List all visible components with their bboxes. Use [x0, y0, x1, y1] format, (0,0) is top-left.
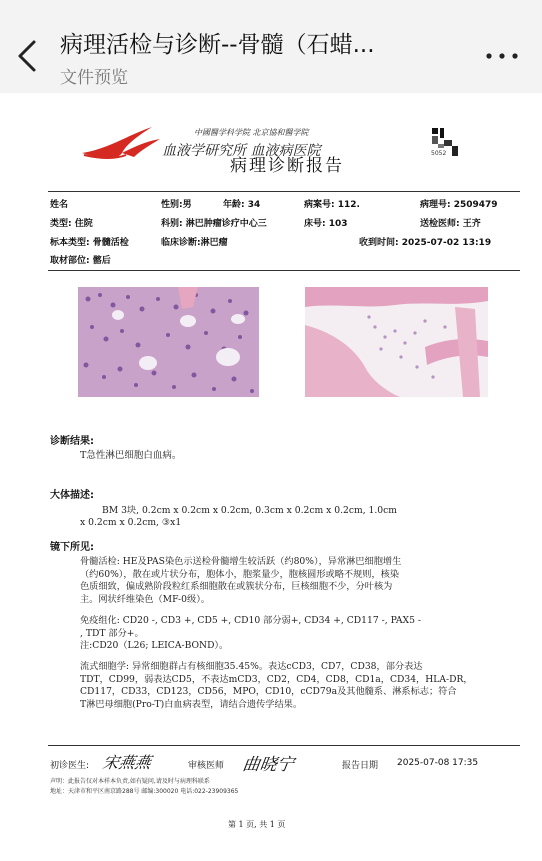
app-header	[0, 0, 542, 93]
gross-line-2: x 0.2cm x 0.2cm, ③x1	[80, 517, 182, 528]
document-subtitle: 文件预览	[60, 68, 128, 88]
field-doctor: 送检医师: 王齐	[420, 219, 481, 229]
histology-image-right	[305, 287, 488, 397]
microscopy-paragraph-2: 免疫组化: CD20 -, CD3 +, CD5 +, CD10 部分弱+, CD34 +, CD117 -, PAX5 - , TDT 部分+。 注:CD20（L26; LEICA-BOND）。	[80, 615, 421, 652]
field-pathology-number: 病理号: 2509479	[420, 200, 498, 210]
report-date-label: 报告日期	[342, 761, 379, 771]
field-site: 取材部位: 髂后	[50, 256, 111, 266]
more-options-icon[interactable]	[484, 50, 520, 62]
field-sex: 性别:男	[161, 200, 192, 210]
report-title: 病理诊断报告	[230, 156, 344, 176]
initial-doctor-label: 初诊医生:	[50, 761, 90, 771]
divider	[48, 745, 520, 746]
address-text: 地址：天津市和平区南京路288号 邮编:300020 电话:022-23909365	[50, 788, 239, 795]
review-doctor-signature: 曲晓宁	[241, 755, 296, 775]
microscopy-label: 镜下所见:	[50, 542, 94, 553]
svg-text:血液学研究所 血液病医院: 血液学研究所 血液病医院	[162, 143, 321, 159]
gross-line-1: BM 3块, 0.2cm x 0.2cm x 0.2cm, 0.3cm x 0.2cm x 0.2cm, 1.0cm	[102, 505, 398, 516]
histology-image-left	[78, 287, 259, 397]
divider	[48, 270, 520, 271]
diagnosis-label: 诊断结果:	[50, 436, 94, 447]
document-title: 病理活检与诊断--骨髓（石蜡...	[60, 32, 375, 58]
diagnosis-text: T急性淋巴细胞白血病。	[80, 450, 182, 461]
page-indicator: 第 1 页, 共 1 页	[228, 820, 286, 829]
gross-label: 大体描述:	[50, 490, 94, 501]
field-name: 姓名	[50, 200, 69, 210]
microscopy-paragraph-3: 流式细胞学: 异常细胞群占有核细胞35.45%。表达cCD3，CD7，CD38，部分表达 TDT，CD99，弱表达CD5，不表达mCD3，CD2，CD4，CD8，CD1a，CD34，HLA-DR， CD117，CD33，CD123，CD56，MPO，CD10，cCD79a及其他髓系、淋系标志；符合 T淋巴母细胞(Pro-T)白血病表型，请结合遗传学结果。	[80, 661, 473, 710]
field-type: 类型: 住院	[50, 219, 93, 229]
field-age: 年龄: 34	[223, 200, 261, 210]
back-arrow-icon[interactable]	[14, 38, 44, 74]
document-preview[interactable]	[0, 93, 542, 861]
initial-doctor-signature: 宋燕燕	[101, 753, 153, 772]
divider	[48, 191, 520, 192]
disclaimer-text: 声明：此报告仅对本样本负责,如有疑问,请及时与病理科联系	[50, 778, 210, 785]
qr-number: 5052	[431, 150, 447, 157]
field-specimen-type: 标本类型: 骨髓活检	[50, 238, 129, 248]
field-clinical-diagnosis: 临床诊断:淋巴瘤	[161, 238, 228, 248]
field-case-number: 病案号: 112.	[304, 200, 360, 210]
review-doctor-label: 审核医师	[188, 761, 225, 771]
microscopy-paragraph-1: 骨髓活检: HE及PAS染色示送检骨髓增生较活跃（约80%），异常淋巴细胞增生 （约60%），散在或片状分布，胞体小，胞浆量少，胞核圆形或略不规则，核染 色质细致，偏成熟阶段粒红系细胞散在或簇状分布，巨核细胞不少，分叶核为 主。网状纤维染色（MF-0级）。	[80, 556, 402, 605]
field-department: 科别: 淋巴肿瘤诊疗中心三	[161, 219, 267, 229]
report-date-value: 2025-07-08 17:35	[397, 758, 479, 768]
svg-text:中國醫学科学院 北京協和醫学院: 中國醫学科学院 北京協和醫学院	[194, 128, 309, 137]
field-received-time: 收到时间: 2025-07-02 13:19	[359, 238, 492, 248]
field-bed: 床号: 103	[304, 219, 348, 229]
